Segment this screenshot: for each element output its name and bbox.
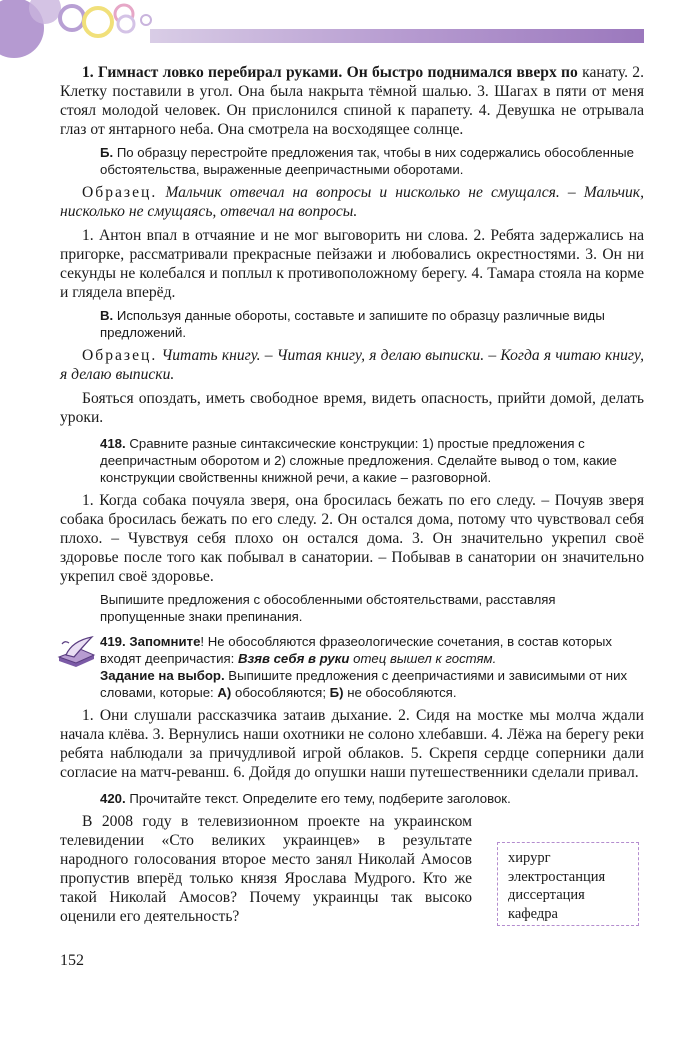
quill-book-icon [56,635,98,669]
header-band [150,29,644,43]
ex418-text: 1. Когда собака почуяла зверя, она бросилась бежать по его следу. – Почуяв зверя собака бросилась бежать по его следу. 2. Он остался дома, потому что чувствовал себя плохо. – Чувствуя себя плохо он остался дома. 3. Он значительно укрепил своё здоровье после того как побывал в санатории. – Побывав в санатории он значительно укрепил своё здоровье. [60,492,644,585]
ex420-text: В 2008 году в телевизионном проекте на украинском телевидении «Сто великих украинцев» в результате народного голосования второе место занял Николай Амосов пропустив вперёд только князя Ярослава Мудрого. Кто же такой Николай Амосов? Почему украинцы так высоко оценили его деятельность? [60,813,472,925]
vocabulary-word: диссертация [508,887,585,903]
page-number: 152 [60,952,84,969]
ex419-text: 1. Они слушали рассказчика затаив дыхание. 2. Сидя на мостке мы молча ждали начала клёва. 3. Вернулись наши охотники не солоно хлебавши. 4. Лёжа на берегу реки ребята наблюдали за причудливой игрой облаков. 5. Скрепя сердце соперники дали согласие на матч-реванш. 6. Дойдя до опушки наши путешественники сделали привал. [60,707,644,781]
vocabulary-box [497,842,639,926]
vocabulary-word: хирург [508,850,551,866]
ex419-choice: Задание на выбор. Выпишите предложения с деепричастиями и зависимыми от них словами, которые: А) обособляются; Б) не обособляются. [100,668,628,700]
page-content [60,60,644,926]
vocabulary-word: кафедра [508,905,558,922]
ex417-task-b: Б. По образцу перестройте предложения так, чтобы в них содержались обособленные обстоятельства, выраженные деепричастными оборотами. [100,145,634,177]
ex417-sample-v: Образец. Читать книгу. – Читая книгу, я делаю выписки. – Когда я читаю книгу, я делаю выписки. [60,347,644,383]
ex417-sample-b: Образец. Мальчик отвечал на вопросы и нисколько не смущался. – Мальчик, нисколько не смущаясь, отвечал на вопросы. [60,184,644,220]
ex417-task-v: В. Используя данные обороты, составьте и запишите по образцу различные виды предложений. [100,308,605,340]
ex417-exercise-v: Бояться опоздать, иметь свободное время, видеть опасность, прийти домой, делать уроки. [60,390,644,426]
ex419-rule: 419. Запомните! Не обособляются фразеологические сочетания, в состав которых входят деепричастия: Взяв себя в руки отец вышел к гостям. [100,634,612,666]
ex417-exercise-b: 1. Антон впал в отчаяние и не мог выговорить ни слова. 2. Ребята задержались на пригорке, рассматривали прекрасные пейзажи и любовались окрестностями. 3. Он ни секунды не колебался и поплыл к противоположному берегу. 4. Тамара стояла на корме и глядела вперёд. [60,227,644,301]
ex417-sentences: 1. Гимнаст ловко перебирал руками. Он быстро поднимался вверх по канату. 2. Клетку поставили в угол. Она была накрыта тёмной шалью. 3. Шагах в пяти от меня стоял молодой человек. Он прислонился спиной к парапету. 4. Девушка не отрывала глаз от янтарного неба. Она смотрела на восходящее солнце. [60,64,644,138]
ex418-task2: Выпишите предложения с обособленными обстоятельствами, расставляя пропущенные знаки препинания. [100,592,556,624]
ex420-task: 420. Прочитайте текст. Определите его тему, подберите заголовок. [100,791,511,806]
vocabulary-word: электростанция [508,868,606,885]
ex418-task: 418. Сравните разные синтаксические конструкции: 1) простые предложения с деепричастным оборотом и 2) сложные предложения. Сделайте вывод о том, какие конструкции свойственны книжной речи, а какие – разговорной. [100,436,617,485]
